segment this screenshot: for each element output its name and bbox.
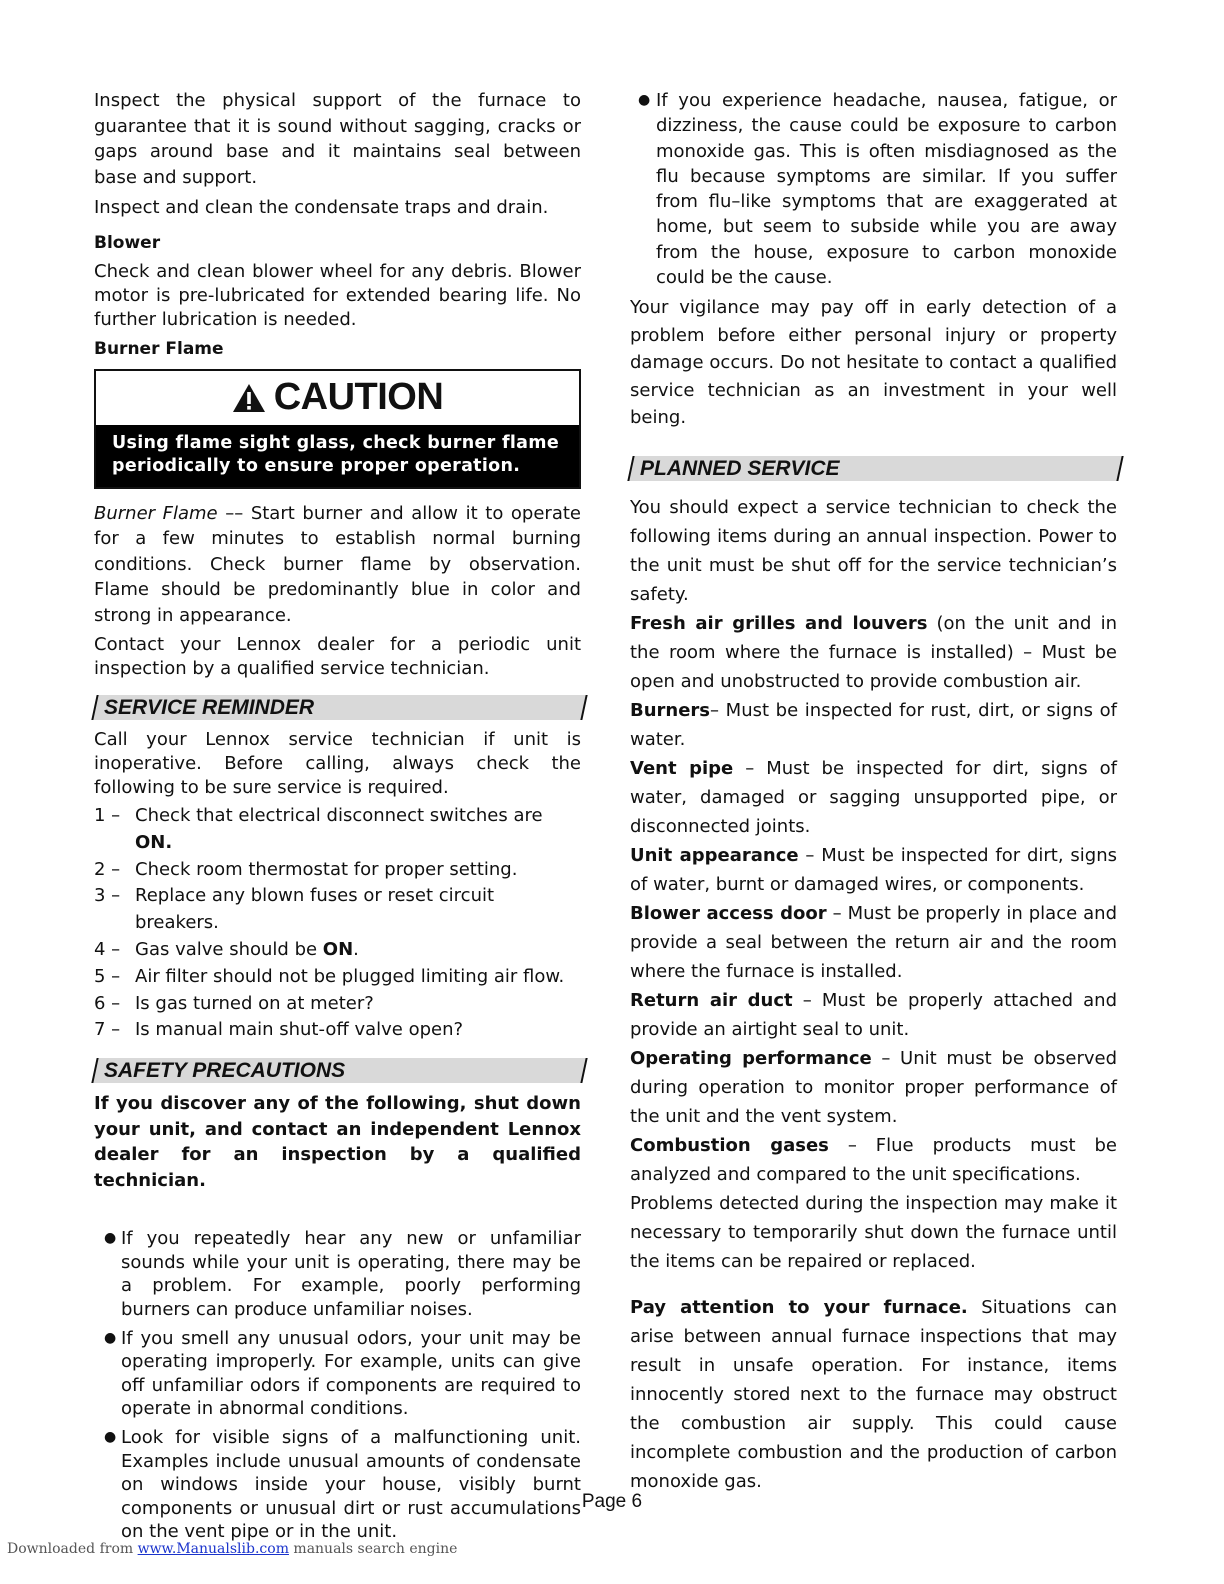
burner-flame-text: –– Start burner and allow it to operate for a few minutes to establish normal burning conditions. Check burner flame by observation. Flame should be predominantly blue in color and strong in appearance. [94, 502, 581, 626]
planned-service-intro: You should expect a service technician to check the following items during an annual inspection. Power to the unit must be shut off for the service technician’s safety. [630, 496, 1117, 605]
right-column [630, 88, 1117, 1496]
caution-title: CAUTION [273, 376, 444, 418]
burner-flame-heading: Burner Flame [94, 338, 224, 359]
service-checklist [94, 803, 581, 1044]
list-item: ● If you experience headache, nausea, fatigue, or dizziness, the cause could be exposure to carbon monoxide gas. This is often misdiagnosed as the flu because symptoms are similar. If you suffer from flu–like symptoms that are exaggerated at home, but seem to subside while you are away from the house, exposure to carbon monoxide could be the cause. [638, 90, 1117, 289]
caution-title-row [96, 371, 579, 425]
left-column [94, 88, 581, 1549]
attention-paragraph: Pay attention to your furnace. Situations can arise between annual furnace inspections that may result in unsafe operation. For instance, items innocently stored next to the furnace may obstruct the combustion air supply. This could cause incomplete combustion and the production of carbon monoxide gas. [630, 1296, 1117, 1492]
warning-triangle-icon [232, 383, 266, 413]
problems-paragraph: Problems detected during the inspection may make it necessary to temporarily shut down the furnace until the items can be repaired or replaced. [630, 1192, 1117, 1272]
burner-flame-paragraph [94, 501, 581, 629]
service-reminder-bar [94, 695, 581, 720]
manualslib-link[interactable]: www.Manualslib.com [137, 1541, 289, 1557]
service-reminder-paragraph: Call your Lennox service technician if unit is inoperative. Before calling, always check the following to be sure service is required. [94, 729, 581, 798]
inspection-item: Fresh air grilles and louvers (on the unit and in the room where the furnace is installed) – Must be open and unobstructed to provide combustion air. [630, 612, 1117, 692]
checklist-item: 6 – Is gas turned on at meter? [94, 992, 374, 1014]
safety-precautions-title: SAFETY PRECAUTIONS [104, 1059, 346, 1083]
intro-paragraph-2: Inspect and clean the condensate traps and drain. [94, 197, 549, 218]
burner-flame-label: Burner Flame [94, 502, 218, 524]
planned-service-title: PLANNED SERVICE [640, 456, 840, 480]
planned-service-bar [630, 456, 1117, 481]
list-item: ● If you smell any unusual odors, your unit may be operating improperly. For example, units can give off unfamiliar odors if components are required to operate in abnormal conditions. [104, 1327, 581, 1420]
inspection-item: Combustion gases – Flue products must be analyzed and compared to the unit specifications. [630, 1134, 1117, 1185]
download-footer: Downloaded from www.Manualslib.com manuals search engine [7, 1541, 458, 1557]
caution-message: Using flame sight glass, check burner flame periodically to ensure proper operation. [96, 425, 579, 487]
checklist-item: 7 – Is manual main shut-off valve open? [94, 1019, 464, 1041]
inspection-item: Burners– Must be inspected for rust, dirt, or signs of water. [630, 699, 1117, 750]
blower-heading: Blower [94, 232, 161, 253]
vigilance-paragraph: Your vigilance may pay off in early detection of a problem before either personal injury or property damage occurs. Do not hesitate to contact a qualified service technician as an investment in your well being. [630, 297, 1117, 429]
list-item: ● Look for visible signs of a malfunctioning unit. Examples include unusual amounts of condensate on windows inside your house, visibly burnt components or unusual dirt or rust accumulations on the vent pipe or in the unit. [104, 1426, 581, 1543]
service-reminder-title: SERVICE REMINDER [104, 696, 315, 719]
checklist-item: 3 – Replace any blown fuses or reset circuit breakers. [94, 885, 495, 934]
caution-box [94, 369, 581, 489]
inspection-item: Operating performance – Unit must be observed during operation to monitor proper performance of the unit and the vent system. [630, 1047, 1117, 1127]
safety-precautions-bar [94, 1058, 581, 1083]
contact-paragraph: Contact your Lennox dealer for a periodic unit inspection by a qualified service technician. [94, 634, 581, 679]
inspection-item: Blower access door – Must be properly in place and provide a seal between the return air and the room where the furnace is installed. [630, 902, 1117, 982]
inspection-item: Return air duct – Must be properly attached and provide an airtight seal to unit. [630, 989, 1117, 1040]
list-item: ● If you repeatedly hear any new or unfamiliar sounds while your unit is operating, there may be a problem. For example, poorly performing burners can produce unfamiliar noises. [104, 1228, 581, 1320]
co-bullet-list [630, 88, 1117, 290]
checklist-item: 2 – Check room thermostat for proper setting. [94, 858, 518, 880]
checklist-item: 4 – Gas valve should be ON. [94, 938, 359, 960]
safety-intro: If you discover any of the following, shut down your unit, and contact an independent Lennox dealer for an inspection by a qualified technician. [94, 1093, 581, 1191]
inspection-item: Vent pipe – Must be inspected for dirt, signs of water, damaged or sagging unsupported pipe, or disconnected joints. [630, 757, 1117, 837]
checklist-item: 5 – Air filter should not be plugged limiting air flow. [94, 965, 565, 987]
page-number: Page 6 [581, 1491, 643, 1512]
intro-paragraph-1: Inspect the physical support of the furnace to guarantee that it is sound without sagging, cracks or gaps around base and it maintains seal between base and support. [94, 90, 581, 188]
checklist-item: 1 – Check that electrical disconnect switches are ON. [94, 805, 543, 853]
inspection-item: Unit appearance – Must be inspected for dirt, signs of water, burnt or damaged wires, or components. [630, 844, 1117, 895]
blower-paragraph: Check and clean blower wheel for any debris. Blower motor is pre-lubricated for extended bearing life. No further lubrication is needed. [94, 260, 581, 330]
